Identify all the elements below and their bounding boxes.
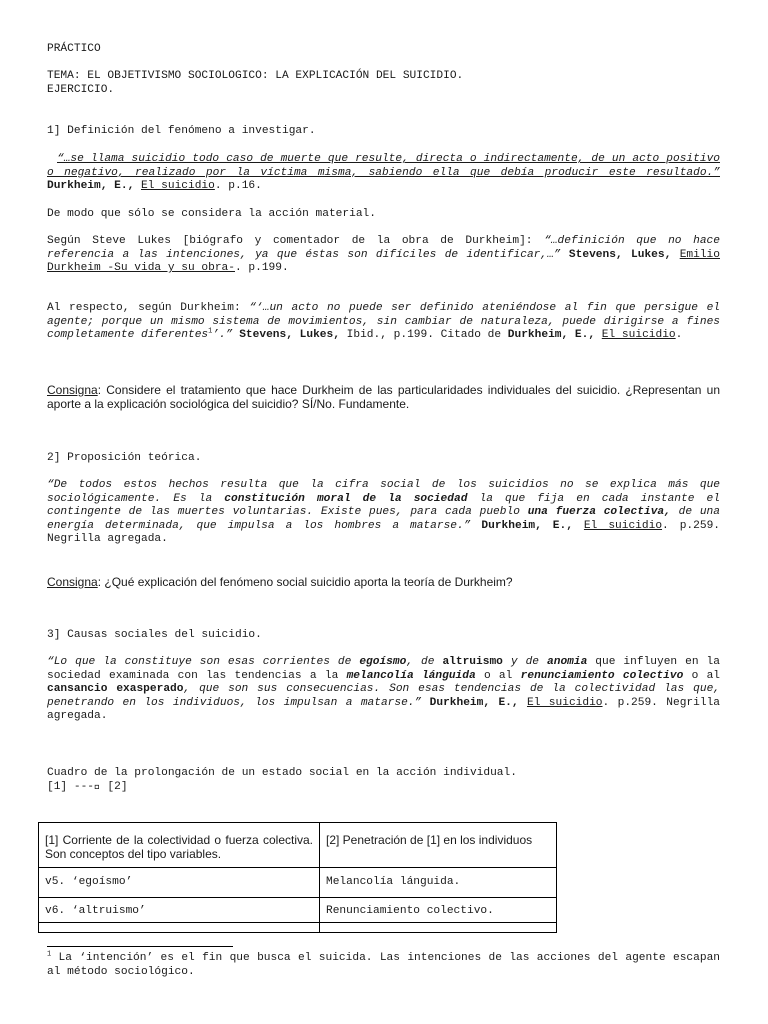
consigna-2-label: Consigna (47, 575, 98, 589)
proposicion-bold-2: una fuerza colectiva, (527, 506, 671, 519)
material-action-paragraph: De modo que sólo se considera la acción material. (47, 208, 376, 220)
causas-quote-part: , que son sus consecuencias. Son esas tendencias de la colectividad las que, penetrando en los individuos, los impulsan a matarse.” (47, 683, 720, 709)
lukes-intro: Según Steve Lukes [biógrafo y comentador de la obra de Durkheim]: (47, 235, 545, 247)
causas-bold-altruismo: altruismo (442, 656, 503, 668)
definition-book: El suicidio (141, 180, 215, 193)
footnote-text: La ‘intención’ es el fin que busca el suicida. Las intenciones de las acciones del agente escapan al método sociológico. (47, 952, 720, 978)
consigna-1 (47, 383, 720, 411)
consigna-1-text: : Considere el tratamiento que hace Durkheim de las particularidades individuales del suicidio. ¿Representan un aporte a la explicación sociológica del suicidio? SÍ/No. Fundamente. (47, 383, 720, 411)
proposicion-quote-part: de una energía determinada, que impulsa a los hombres a matarse.” (47, 506, 720, 532)
table-cell-empty (39, 923, 320, 933)
proposicion-bold-1: constitución moral de la sociedad (224, 492, 468, 505)
lukes-paragraph (47, 235, 720, 276)
proposicion-author: Durkheim, E., (481, 519, 573, 532)
respecto-quote-close: ’.” (212, 329, 233, 342)
table-cell: v6. ‘altruismo’ (39, 897, 320, 923)
causas-quote-part: “Lo que la constituye son esas corrientes de (47, 656, 360, 668)
proposicion-quote-part: la que fija en cada instante el contingente de las muertes voluntarias. Existe pues, para cada pueblo (47, 492, 720, 519)
respecto-paragraph (47, 302, 720, 343)
lukes-quote: “…definición que no hace referencia a las intenciones, ya que éstas son difíciles de identificar,…” (47, 235, 720, 261)
lukes-page: . p.199. (234, 262, 289, 275)
table-row-empty (39, 923, 557, 933)
consigna-1-label: Consigna (47, 383, 98, 397)
practico-label: PRÁCTICO (47, 43, 101, 55)
consigna-2-text: : ¿Qué explicación del fenómeno social suicidio aporta la teoría de Durkheim? (97, 575, 513, 589)
lukes-book: Emilio Durkheim -Su vida y su obra- (47, 248, 720, 275)
respecto-intro: Al respecto, según Durkheim: (47, 302, 250, 314)
table-row (39, 897, 557, 923)
footnote-separator (47, 946, 233, 947)
respecto-quote: “‘…un acto no puede ser definido ateniéndose al fin que persigue el agente; porque un mismo sistema de movimientos, sin cambiar de naturaleza, puede dirigirse a fines completamente diferentes (47, 302, 720, 342)
proposicion-page: . p.259. Negrilla agregada. (47, 519, 720, 546)
table-cell: Renunciamiento colectivo. (320, 897, 557, 923)
table-cell-empty (320, 923, 557, 933)
respecto-end: . (675, 329, 683, 342)
section-2-heading: 2] Proposición teórica. (47, 452, 202, 464)
causas-quote-part: , de (406, 656, 443, 668)
causas-page: . p.259. Negrilla agregada. (47, 696, 720, 723)
respecto-book: El suicidio (601, 329, 676, 342)
cuadro-arrow: [1] ---  [2] (47, 781, 128, 793)
causas-bold-cansancio: cansancio exasperado (47, 683, 184, 696)
table-row (39, 868, 557, 898)
section-1-heading: 1] Definición del fenómeno a investigar. (47, 125, 316, 137)
definition-author: Durkheim, E., (47, 180, 135, 193)
cuadro-table (38, 822, 557, 933)
table-cell: Melancolía lánguida. (320, 868, 557, 898)
proposicion-quote-part: “De todos estos hechos resulta que la cifra social de los suicidios no se explica más que sociológicamente. Es la (47, 479, 720, 505)
consigna-2 (47, 575, 720, 589)
footnote-ref[interactable]: 1 (208, 327, 213, 336)
respecto-ref: Ibid., p.199. Citado de (339, 329, 508, 342)
table-header-row (39, 823, 557, 868)
lukes-author: Stevens, Lukes, (568, 248, 672, 261)
respecto-author: Stevens, Lukes, (239, 329, 340, 342)
causas-quote-part: y de (502, 656, 548, 668)
causas-bold-melancolia: melancolía lánguida (346, 669, 476, 682)
ejercicio-label: EJERCICIO. (47, 84, 115, 96)
definition-quote (47, 153, 720, 194)
table-cell: v5. ‘egoísmo’ (39, 868, 320, 898)
proposicion-quote (47, 479, 720, 547)
definition-page: . p.16. (214, 180, 262, 193)
footnote-number: 1 (47, 950, 52, 959)
causas-quote-part: o al (475, 669, 521, 682)
footnote (47, 952, 720, 979)
causas-quote (47, 656, 720, 724)
definition-quote-text: “…se llama suicidio todo caso de muerte que resulte, directa o indirectamente, de un acto positivo o negativo, realizado por la víctima misma, sabiendo ella que debía producir este resultado.” (47, 153, 720, 179)
section-3-heading: 3] Causas sociales del suicidio. (47, 629, 262, 641)
causas-bold-egoismo: egoísmo (359, 656, 407, 668)
causas-bold-renunciamiento: renunciamiento colectivo (520, 669, 684, 682)
respecto-author-2: Durkheim, E., (507, 329, 596, 342)
causas-bold-anomia: anomia (547, 656, 588, 668)
tema-title: TEMA: EL OBJETIVISMO SOCIOLOGICO: LA EXPLICACIÓN DEL SUICIDIO. (47, 70, 464, 82)
causas-book: El suicidio (526, 696, 603, 709)
causas-quote-part: que influyen en la sociedad examinada con las tendencias a la (47, 656, 720, 682)
table-header-2: [2] Penetración de [1] en los individuos (320, 823, 557, 868)
causas-author: Durkheim, E., (429, 696, 519, 709)
cuadro-title: Cuadro de la prolongación de un estado social en la acción individual. (47, 767, 517, 779)
table-header-1: [1] Corriente de la colectividad o fuerza colectiva. Son conceptos del tipo variables. (39, 823, 320, 868)
proposicion-book: El suicidio (583, 519, 663, 532)
causas-quote-part: o al (683, 669, 721, 682)
